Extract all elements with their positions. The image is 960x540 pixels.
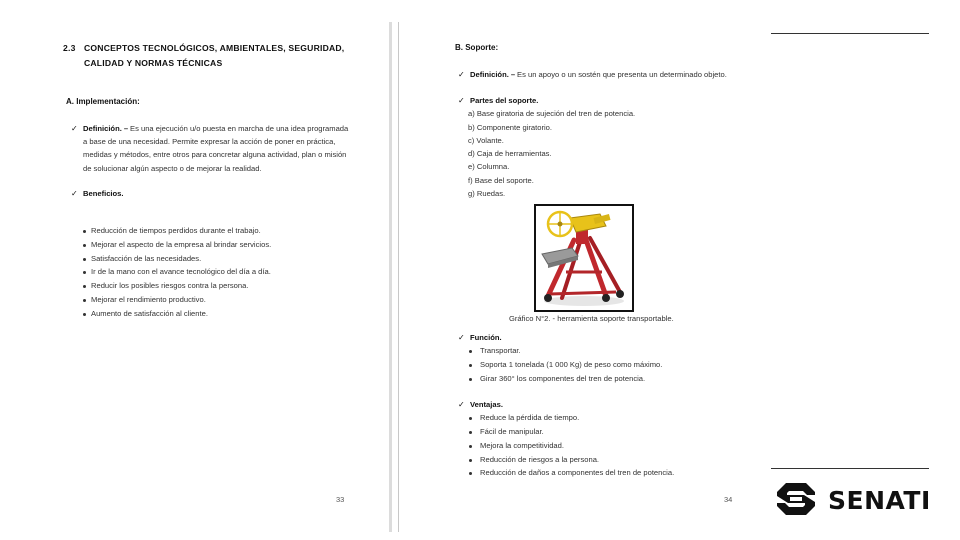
list-item: g) Ruedas. bbox=[468, 189, 506, 198]
definition-line: medidas y métodos, entre otros para concretar alguna actividad, plan o misión bbox=[83, 150, 347, 159]
bullet-icon bbox=[469, 431, 472, 434]
subsection-soporte: B. Soporte: bbox=[455, 43, 499, 52]
function-label: Función. bbox=[470, 333, 502, 342]
definition-line: a base de una necesidad. Permite expresar la acción de poner en práctica, bbox=[83, 137, 336, 146]
parts-label: Partes del soporte. bbox=[470, 96, 539, 105]
list-item: Fácil de manipular. bbox=[480, 427, 544, 436]
list-item: Reduce la pérdida de tiempo. bbox=[480, 413, 580, 422]
bullet-icon bbox=[469, 472, 472, 475]
page-number-left: 33 bbox=[336, 495, 345, 504]
list-item: Girar 360° los componentes del tren de potencia. bbox=[480, 374, 646, 383]
support-stand-illustration bbox=[536, 206, 632, 310]
list-item: Mejorar el aspecto de la empresa al brindar servicios. bbox=[91, 240, 272, 249]
list-item: Reducción de tiempos perdidos durante el trabajo. bbox=[91, 226, 261, 235]
bullet-icon bbox=[469, 459, 472, 462]
list-item: Ir de la mano con el avance tecnológico del día a día. bbox=[91, 267, 271, 276]
list-item: Transportar. bbox=[480, 346, 521, 355]
brand-name: SENATI bbox=[828, 486, 931, 515]
list-item: Satisfacción de las necesidades. bbox=[91, 254, 202, 263]
bullet-icon bbox=[83, 299, 86, 302]
bullet-icon bbox=[469, 445, 472, 448]
page-gutter bbox=[389, 22, 392, 532]
list-item: Mejora la competitividad. bbox=[480, 441, 564, 450]
bottom-rule bbox=[771, 468, 929, 469]
list-item: b) Componente giratorio. bbox=[468, 123, 552, 132]
bullet-icon bbox=[469, 378, 472, 381]
list-item: Aumento de satisfacción al cliente. bbox=[91, 309, 208, 318]
list-item: Reducir los posibles riesgos contra la persona. bbox=[91, 281, 249, 290]
bullet-icon bbox=[469, 417, 472, 420]
list-item: f) Base del soporte. bbox=[468, 176, 534, 185]
list-item: e) Columna. bbox=[468, 162, 510, 171]
support-stand-figure bbox=[534, 204, 634, 312]
section-number: 2.3 bbox=[63, 43, 76, 53]
list-item: Reducción de riesgos a la persona. bbox=[480, 455, 600, 464]
definition-label: Definición. – bbox=[83, 124, 129, 133]
bullet-icon bbox=[469, 364, 472, 367]
figure-caption: Gráfico N°2. - herramienta soporte transportable. bbox=[509, 314, 674, 323]
definition-line: Es una ejecución u/o puesta en marcha de una idea programada bbox=[130, 124, 349, 133]
benefits-label: Beneficios. bbox=[83, 189, 124, 198]
checkmark-icon: ✓ bbox=[458, 400, 465, 409]
definition-text: Es un apoyo o un sostén que presenta un determinado objeto. bbox=[517, 70, 727, 79]
page-number-right: 34 bbox=[724, 495, 733, 504]
definition-label: Definición. – bbox=[470, 70, 516, 79]
bullet-icon bbox=[83, 258, 86, 261]
definition-line: de solucionar algún aspecto o de mejorar la realidad. bbox=[83, 164, 262, 173]
bullet-icon bbox=[83, 230, 86, 233]
checkmark-icon: ✓ bbox=[71, 124, 78, 133]
list-item: a) Base giratoria de sujeción del tren de potencia. bbox=[468, 109, 636, 118]
bullet-icon bbox=[83, 313, 86, 316]
subsection-implementacion: A. Implementación: bbox=[66, 97, 140, 106]
bullet-icon bbox=[469, 350, 472, 353]
list-item: Soporta 1 tonelada (1 000 Kg) de peso como máximo. bbox=[480, 360, 663, 369]
checkmark-icon: ✓ bbox=[71, 189, 78, 198]
list-item: c) Volante. bbox=[468, 136, 504, 145]
checkmark-icon: ✓ bbox=[458, 333, 465, 342]
list-item: Reducción de daños a componentes del tren de potencia. bbox=[480, 468, 675, 477]
section-title-line2: CALIDAD Y NORMAS TÉCNICAS bbox=[84, 58, 223, 68]
advantages-label: Ventajas. bbox=[470, 400, 503, 409]
list-item: Mejorar el rendimiento productivo. bbox=[91, 295, 206, 304]
top-rule bbox=[771, 33, 929, 34]
list-item: d) Caja de herramientas. bbox=[468, 149, 552, 158]
bullet-icon bbox=[83, 271, 86, 274]
senati-logo bbox=[776, 482, 930, 516]
checkmark-icon: ✓ bbox=[458, 96, 465, 105]
bullet-icon bbox=[83, 285, 86, 288]
senati-s-icon bbox=[776, 482, 816, 516]
checkmark-icon: ✓ bbox=[458, 70, 465, 79]
page-gutter-line bbox=[398, 22, 399, 532]
section-title-line1: CONCEPTOS TECNOLÓGICOS, AMBIENTALES, SEGURIDAD, bbox=[84, 43, 345, 53]
bullet-icon bbox=[83, 244, 86, 247]
